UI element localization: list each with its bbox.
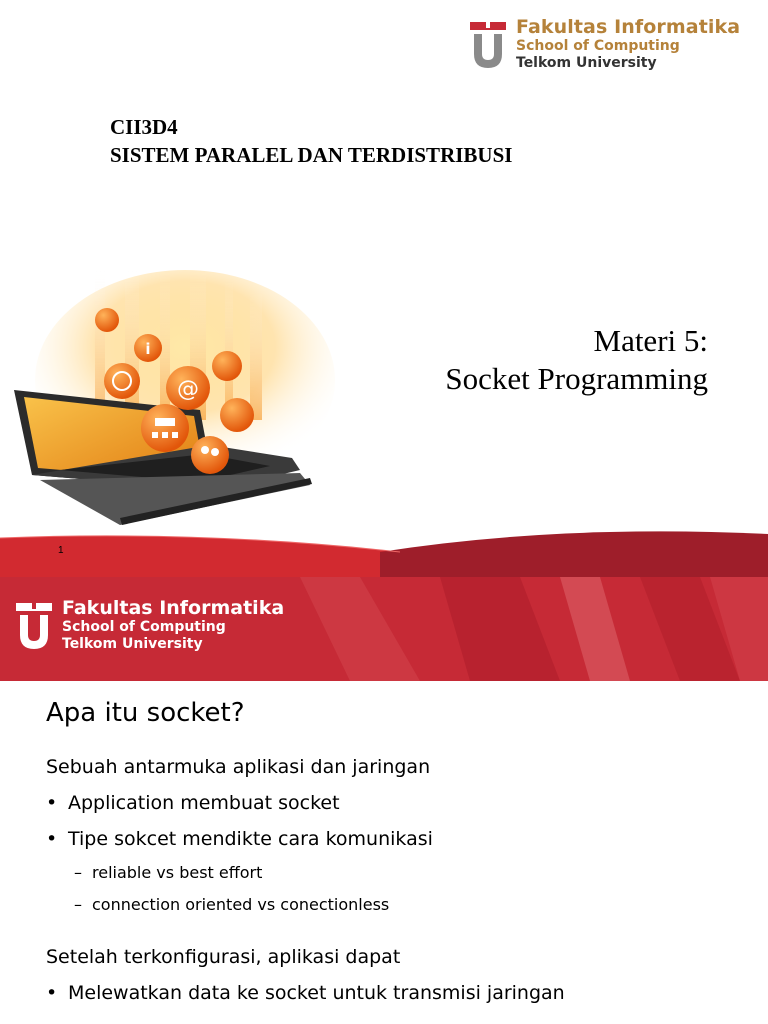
banner-logo-text (62, 597, 284, 653)
bullet-item: • Tipe sokcet mendikte cara komunikasi (46, 821, 565, 857)
course-name: SISTEM PARALEL DAN TERDISTRIBUSI (110, 143, 513, 167)
sub-bullet-item (46, 857, 565, 889)
slide-title: Apa itu socket? (46, 698, 245, 728)
telkom-u-icon (468, 16, 508, 72)
telkom-logo (468, 16, 758, 74)
faculty-name: Fakultas Informatika (516, 16, 741, 38)
content-slide (0, 577, 768, 1024)
bullet-item: • Application membuat socket (46, 785, 565, 821)
sub-bullet-text: reliable vs best effort (92, 863, 263, 882)
lecture-title (445, 322, 708, 398)
laptop-illustration (0, 270, 335, 530)
paragraph-text: Setelah terkonfigurasi, aplikasi dapat (46, 946, 401, 968)
svg-text:i: i (145, 340, 151, 358)
slide-number: 1 (58, 545, 64, 556)
university-name: Telkom University (516, 55, 657, 71)
telkom-u-icon-white (14, 597, 54, 653)
bullet-item: • Melewatkan data ke socket untuk transmisi jaringan (46, 975, 565, 1011)
header-banner (0, 577, 768, 681)
svg-text:@: @ (177, 377, 199, 402)
school-name: School of Computing (62, 619, 226, 635)
faculty-name: Fakultas Informatika (62, 597, 285, 619)
course-code: CII3D4 (110, 115, 178, 139)
materi-number: Materi 5: (593, 323, 708, 358)
sub-bullet-item (46, 889, 565, 921)
school-name: School of Computing (516, 38, 680, 54)
footer-band (0, 530, 768, 577)
intro-text: Sebuah antarmuka aplikasi dan jaringan (46, 756, 431, 778)
slide-body (46, 749, 565, 1011)
materi-topic: Socket Programming (445, 361, 708, 396)
sub-bullet-text: connection oriented vs conectionless (92, 895, 390, 914)
university-name: Telkom University (62, 636, 203, 652)
course-heading (110, 113, 512, 169)
